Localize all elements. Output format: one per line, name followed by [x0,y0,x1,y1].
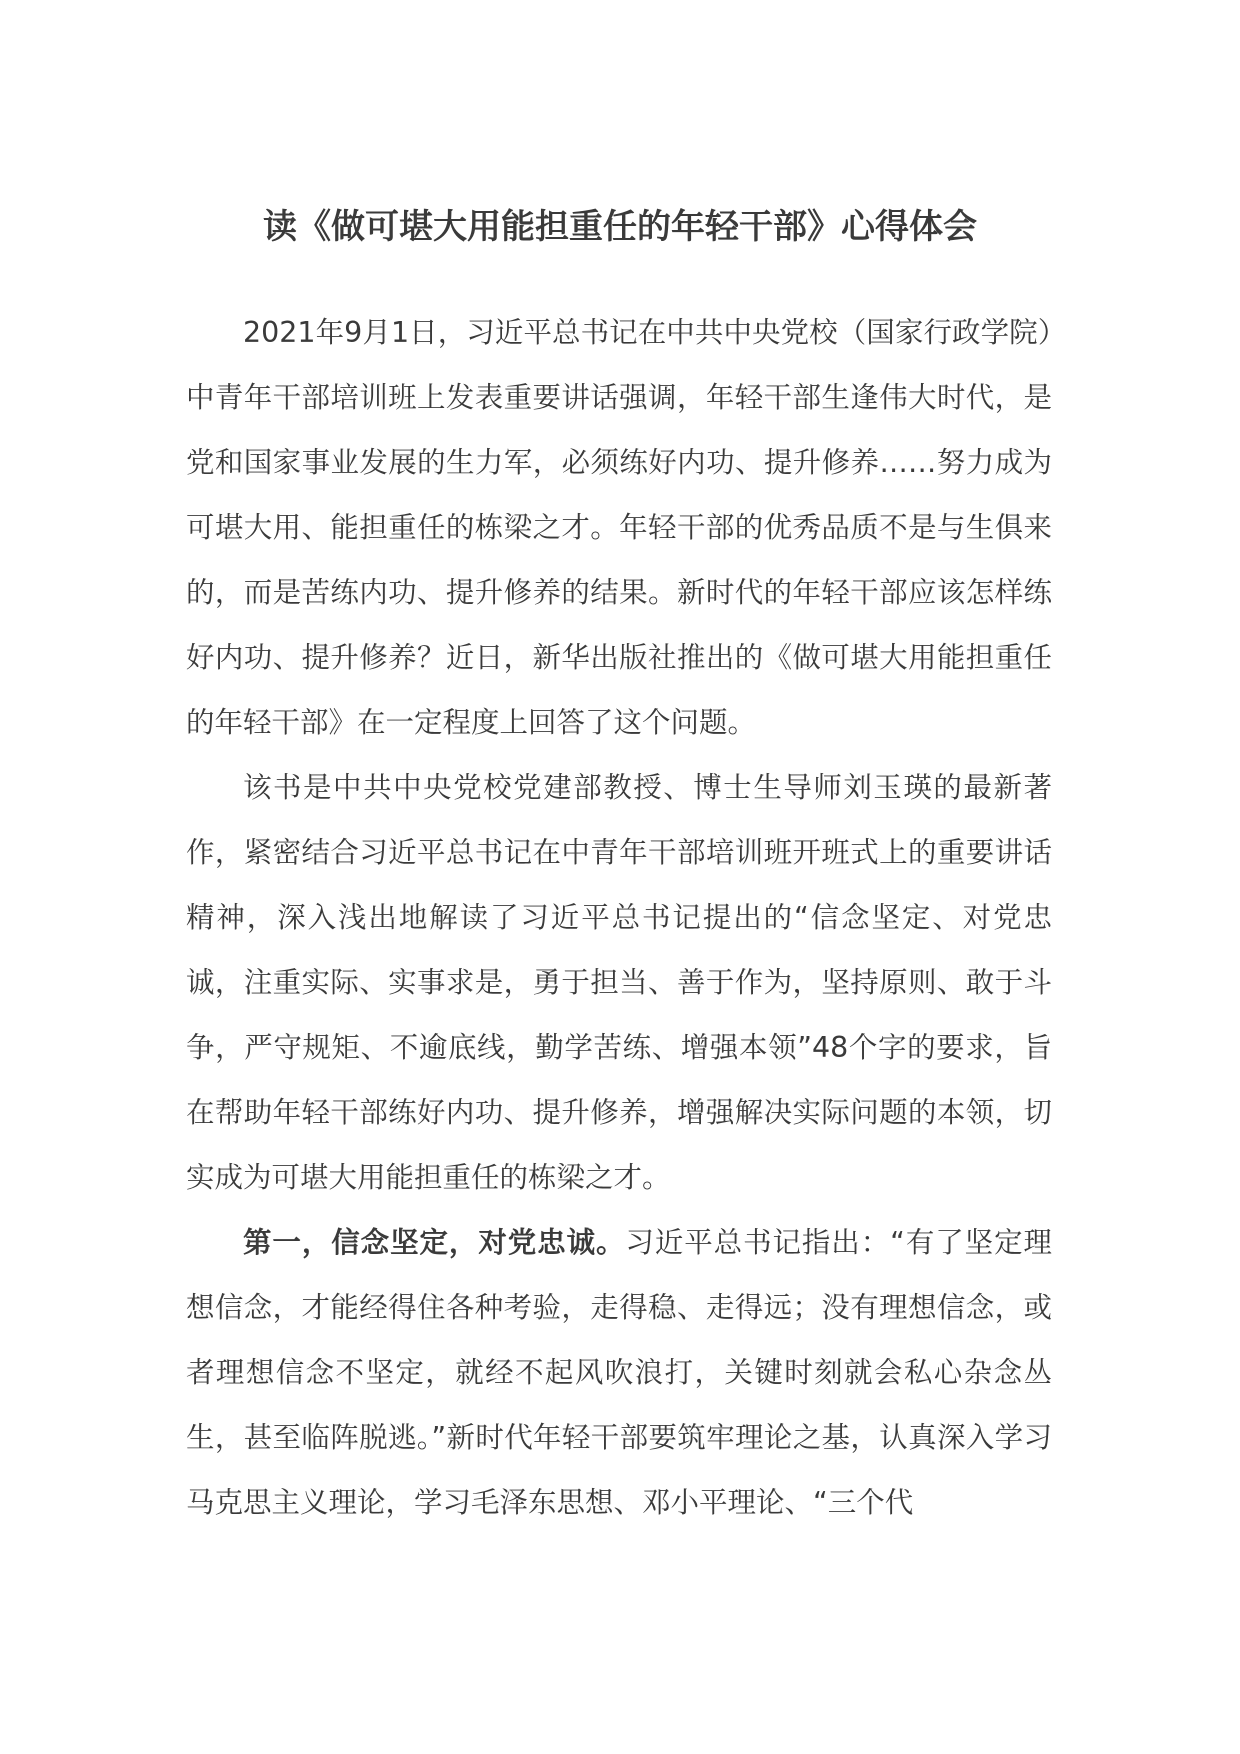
document-body [186,300,1052,1535]
paragraph-text: 该书是中共中央党校党建部教授、博士生导师刘玉瑛的最新著作，紧密结合习近平总书记在中青年干部培训班开班式上的重要讲话精神，深入浅出地解读了习近平总书记提出的“信念坚定、对党忠诚，注重实际、实事求是，勇于担当、善于作为，坚持原则、敢于斗争，严守规矩、不逾底线，勤学苦练、增强本领”48个字的要求，旨在帮助年轻干部练好内功、提升修养，增强解决实际问题的本领，切实成为可堪大用能担重任的栋梁之才。 [186,771,1052,1194]
paragraph-point-one [186,1210,1052,1535]
document-title: 读《做可堪大用能担重任的年轻干部》心得体会 [263,207,977,247]
paragraph-text: 习近平总书记指出：“有了坚定理想信念，才能经得住各种考验，走得稳、走得远；没有理想信念，或者理想信念不坚定，就经不起风吹浪打，关键时刻就会私心杂念丛生，甚至临阵脱逃。”新时代年轻干部要筑牢理论之基，认真深入学习马克思主义理论，学习毛泽东思想、邓小平理论、“三个代 [186,1226,1052,1519]
paragraph-intro [186,300,1052,755]
paragraph-lead-heading: 第一，信念坚定，对党忠诚。 [243,1226,626,1259]
paragraph-text: 2021年9月1日，习近平总书记在中共中央党校（国家行政学院）中青年干部培训班上发表重要讲话强调，年轻干部生逢伟大时代，是党和国家事业发展的生力军，必须练好内功、提升修养……努力成为可堪大用、能担重任的栋梁之才。年轻干部的优秀品质不是与生俱来的，而是苦练内功、提升修养的结果。新时代的年轻干部应该怎样练好内功、提升修养？近日，新华出版社推出的《做可堪大用能担重任的年轻干部》在一定程度上回答了这个问题。 [186,316,1052,739]
paragraph-book-summary [186,755,1052,1210]
